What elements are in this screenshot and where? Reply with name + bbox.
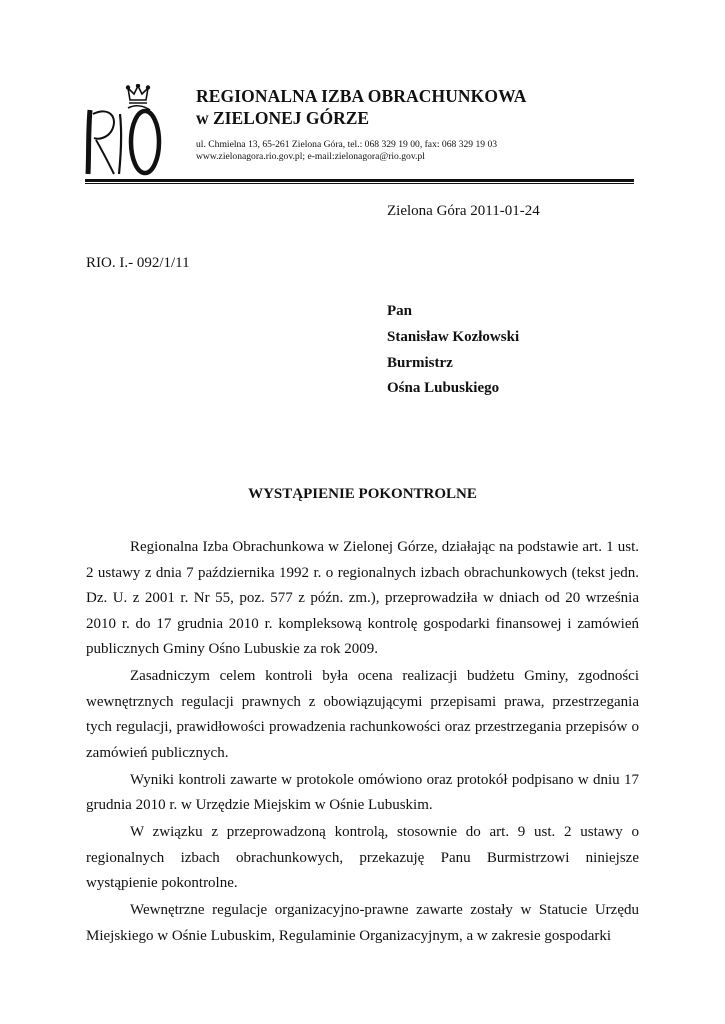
rio-monogram	[88, 106, 159, 174]
body-paragraph: W związku z przeprowadzoną kontrolą, stosownie do art. 9 ust. 2 ustawy o regionalnych izbach obrachunkowych, przekazuję Panu Burmistrzowi niniejsze wystąpienie pokontrolne.	[86, 824, 639, 891]
reference-number: RIO. I.- 092/1/11	[86, 255, 190, 271]
recipient-position: Burmistrz	[387, 355, 453, 371]
rio-logo	[84, 84, 162, 176]
header-rule-thick	[85, 179, 634, 182]
body-paragraph: Wyniki kontroli zawarte w protokole omówiono oraz protokół podpisano w dniu 17 grudnia 2010 r. w Urzędzie Miejskim w Ośnie Lubuskim.	[86, 771, 639, 813]
crown-icon	[127, 84, 150, 103]
org-name-line-2: w ZIELONEJ GÓRZE	[196, 108, 370, 128]
place-date: Zielona Góra 2011-01-24	[387, 203, 540, 219]
body-paragraph: Wewnętrzne regulacje organizacyjno-prawne zawarte zostały w Statucie Urzędu Miejskiego w Ośnie Lubuskim, Regulaminie Organizacyjnym, a w zakresie gospodarki	[86, 902, 639, 944]
contact-web-email: www.zielonagora.rio.gov.pl; e-mail:zielonagora@rio.gov.pl	[196, 151, 425, 162]
document-title: WYSTĄPIENIE POKONTROLNE	[248, 486, 477, 502]
org-name-line-1: REGIONALNA IZBA OBRACHUNKOWA	[196, 86, 527, 106]
contact-address: ul. Chmielna 13, 65-261 Zielona Góra, tel.: 068 329 19 00, fax: 068 329 19 03	[196, 139, 498, 150]
header-rule-thin	[85, 183, 634, 184]
body-paragraph: Regionalna Izba Obrachunkowa w Zielonej Górze, działając na podstawie art. 1 ust. 2 ustawy z dnia 7 października 1992 r. o regionalnych izbach obrachunkowych (tekst jedn. Dz. U. z 2001 r. Nr 55, poz. 577 z późn. zm.), przeprowadziła w dniach od 20 września 2010 r. do 17 grudnia 2010 r. kompleksową kontrolę gospodarki finansowej i zamówień publicznych Gminy Ośno Lubuskie za rok 2009.	[86, 539, 639, 657]
recipient-municipality: Ośna Lubuskiego	[387, 380, 500, 396]
recipient-salutation: Pan	[387, 303, 413, 319]
letter-body	[86, 535, 639, 949]
recipient-name: Stanisław Kozłowski	[387, 329, 520, 345]
body-paragraph: Zasadniczym celem kontroli była ocena realizacji budżetu Gminy, zgodności wewnętrznych regulacji prawnych z obowiązującymi przepisami prawa, przestrzegania tych regulacji, prawidłowości prowadzenia rachunkowości oraz przestrzegania przepisów o zamówień publicznych.	[86, 668, 639, 761]
logo-lettering: RIO	[84, 84, 86, 85]
